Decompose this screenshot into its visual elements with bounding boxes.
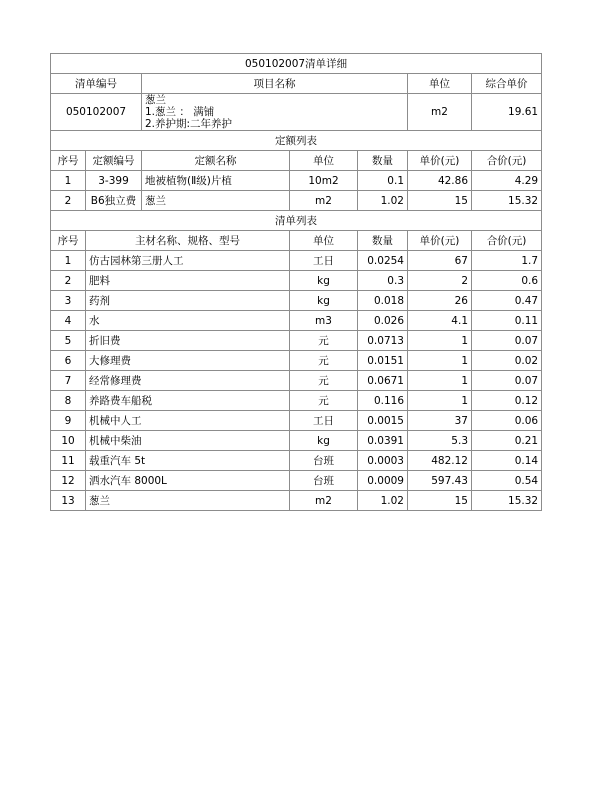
- quota-row: [51, 191, 542, 211]
- materials-section-row: [51, 211, 542, 231]
- material-price: 26: [408, 291, 472, 311]
- material-total: 0.07: [472, 371, 542, 391]
- material-price: 1: [408, 371, 472, 391]
- quota-qty: 0.1: [358, 171, 408, 191]
- bill-name-header: 项目名称: [142, 74, 408, 94]
- material-qty: 0.026: [358, 311, 408, 331]
- material-no: 3: [51, 291, 86, 311]
- material-total: 0.6: [472, 271, 542, 291]
- material-name: 葱兰: [86, 491, 290, 511]
- material-total: 0.07: [472, 331, 542, 351]
- bill-unit: m2: [408, 94, 472, 131]
- materials-header-qty: 数量: [358, 231, 408, 251]
- quota-header-qty: 数量: [358, 151, 408, 171]
- material-name: 经常修理费: [86, 371, 290, 391]
- material-name: 机械中柴油: [86, 431, 290, 451]
- material-unit: 元: [290, 331, 358, 351]
- quota-no: 1: [51, 171, 86, 191]
- material-price: 37: [408, 411, 472, 431]
- material-price: 67: [408, 251, 472, 271]
- material-total: 0.54: [472, 471, 542, 491]
- material-qty: 0.0015: [358, 411, 408, 431]
- quota-header-price: 单价(元): [408, 151, 472, 171]
- material-no: 6: [51, 351, 86, 371]
- materials-header-price: 单价(元): [408, 231, 472, 251]
- material-price: 1: [408, 391, 472, 411]
- quota-header-code: 定额编号: [86, 151, 142, 171]
- material-no: 10: [51, 431, 86, 451]
- quota-price: 15: [408, 191, 472, 211]
- material-name: 肥料: [86, 271, 290, 291]
- title-row: [51, 54, 542, 74]
- material-no: 2: [51, 271, 86, 291]
- materials-section-title: 清单列表: [51, 211, 542, 231]
- material-unit: 元: [290, 371, 358, 391]
- material-name: 仿古园林第三册人工: [86, 251, 290, 271]
- quota-unit: 10m2: [290, 171, 358, 191]
- quota-header-row: [51, 151, 542, 171]
- materials-header-total: 合价(元): [472, 231, 542, 251]
- table-row: [51, 271, 542, 291]
- quota-header-total: 合价(元): [472, 151, 542, 171]
- material-total: 0.02: [472, 351, 542, 371]
- material-no: 9: [51, 411, 86, 431]
- table-row: [51, 491, 542, 511]
- material-unit: 工日: [290, 411, 358, 431]
- material-unit: m2: [290, 491, 358, 511]
- quota-code: 3-399: [86, 171, 142, 191]
- material-no: 5: [51, 331, 86, 351]
- material-total: 0.12: [472, 391, 542, 411]
- quota-total: 4.29: [472, 171, 542, 191]
- material-no: 8: [51, 391, 86, 411]
- material-price: 5.3: [408, 431, 472, 451]
- material-price: 15: [408, 491, 472, 511]
- material-qty: 0.0671: [358, 371, 408, 391]
- table-row: [51, 471, 542, 491]
- material-no: 13: [51, 491, 86, 511]
- table-row: [51, 431, 542, 451]
- table-row: [51, 391, 542, 411]
- quota-qty: 1.02: [358, 191, 408, 211]
- quota-header-name: 定额名称: [142, 151, 290, 171]
- material-no: 1: [51, 251, 86, 271]
- quota-no: 2: [51, 191, 86, 211]
- material-name: 水: [86, 311, 290, 331]
- material-total: 1.7: [472, 251, 542, 271]
- material-price: 482.12: [408, 451, 472, 471]
- material-name: 大修理费: [86, 351, 290, 371]
- material-name: 机械中人工: [86, 411, 290, 431]
- materials-header-no: 序号: [51, 231, 86, 251]
- quota-section-row: [51, 131, 542, 151]
- material-qty: 0.0254: [358, 251, 408, 271]
- material-qty: 0.116: [358, 391, 408, 411]
- quota-code: B6独立费: [86, 191, 142, 211]
- quota-name: 葱兰: [142, 191, 290, 211]
- material-unit: 台班: [290, 451, 358, 471]
- table-row: [51, 371, 542, 391]
- material-qty: 0.0713: [358, 331, 408, 351]
- materials-header-name: 主材名称、规格、型号: [86, 231, 290, 251]
- material-total: 0.21: [472, 431, 542, 451]
- bill-price: 19.61: [472, 94, 542, 131]
- bill-detail-table: [50, 53, 542, 511]
- material-unit: 台班: [290, 471, 358, 491]
- material-no: 7: [51, 371, 86, 391]
- bill-name-line: 葱兰: [145, 94, 166, 106]
- quota-section-title: 定额列表: [51, 131, 542, 151]
- material-unit: 元: [290, 391, 358, 411]
- page-title: 050102007清单详细: [51, 54, 542, 74]
- bill-name: [142, 94, 408, 131]
- bill-row: [51, 94, 542, 131]
- material-name: 药剂: [86, 291, 290, 311]
- quota-header-unit: 单位: [290, 151, 358, 171]
- material-name: 洒水汽车 8000L: [86, 471, 290, 491]
- material-name: 折旧费: [86, 331, 290, 351]
- material-unit: m3: [290, 311, 358, 331]
- material-price: 597.43: [408, 471, 472, 491]
- table-row: [51, 251, 542, 271]
- materials-body: [51, 251, 542, 511]
- material-total: 0.14: [472, 451, 542, 471]
- material-qty: 0.0151: [358, 351, 408, 371]
- material-price: 4.1: [408, 311, 472, 331]
- material-price: 1: [408, 331, 472, 351]
- bill-price-header: 综合单价: [472, 74, 542, 94]
- material-price: 1: [408, 351, 472, 371]
- bill-header-row: [51, 74, 542, 94]
- material-total: 15.32: [472, 491, 542, 511]
- bill-unit-header: 单位: [408, 74, 472, 94]
- material-qty: 0.0009: [358, 471, 408, 491]
- material-name: 养路费车船税: [86, 391, 290, 411]
- quota-header-no: 序号: [51, 151, 86, 171]
- material-no: 4: [51, 311, 86, 331]
- bill-code: 050102007: [51, 94, 142, 131]
- table-row: [51, 411, 542, 431]
- materials-header-unit: 单位: [290, 231, 358, 251]
- quota-row: [51, 171, 542, 191]
- material-qty: 0.018: [358, 291, 408, 311]
- materials-header-row: [51, 231, 542, 251]
- material-qty: 0.3: [358, 271, 408, 291]
- table-row: [51, 291, 542, 311]
- material-price: 2: [408, 271, 472, 291]
- material-unit: 工日: [290, 251, 358, 271]
- quota-unit: m2: [290, 191, 358, 211]
- quota-total: 15.32: [472, 191, 542, 211]
- material-qty: 0.0003: [358, 451, 408, 471]
- bill-name-line: 2.养护期:二年养护: [145, 118, 233, 130]
- table-row: [51, 311, 542, 331]
- material-total: 0.06: [472, 411, 542, 431]
- table-row: [51, 451, 542, 471]
- material-no: 12: [51, 471, 86, 491]
- material-total: 0.11: [472, 311, 542, 331]
- bill-code-header: 清单编号: [51, 74, 142, 94]
- material-qty: 1.02: [358, 491, 408, 511]
- material-name: 载重汽车 5t: [86, 451, 290, 471]
- quota-price: 42.86: [408, 171, 472, 191]
- table-row: [51, 351, 542, 371]
- material-total: 0.47: [472, 291, 542, 311]
- table-row: [51, 331, 542, 351]
- material-no: 11: [51, 451, 86, 471]
- material-unit: kg: [290, 431, 358, 451]
- bill-name-line: 1.葱兰 ： 满铺: [145, 106, 215, 118]
- material-unit: 元: [290, 351, 358, 371]
- material-unit: kg: [290, 271, 358, 291]
- quota-name: 地被植物(Ⅱ级)片植: [142, 171, 290, 191]
- material-qty: 0.0391: [358, 431, 408, 451]
- material-unit: kg: [290, 291, 358, 311]
